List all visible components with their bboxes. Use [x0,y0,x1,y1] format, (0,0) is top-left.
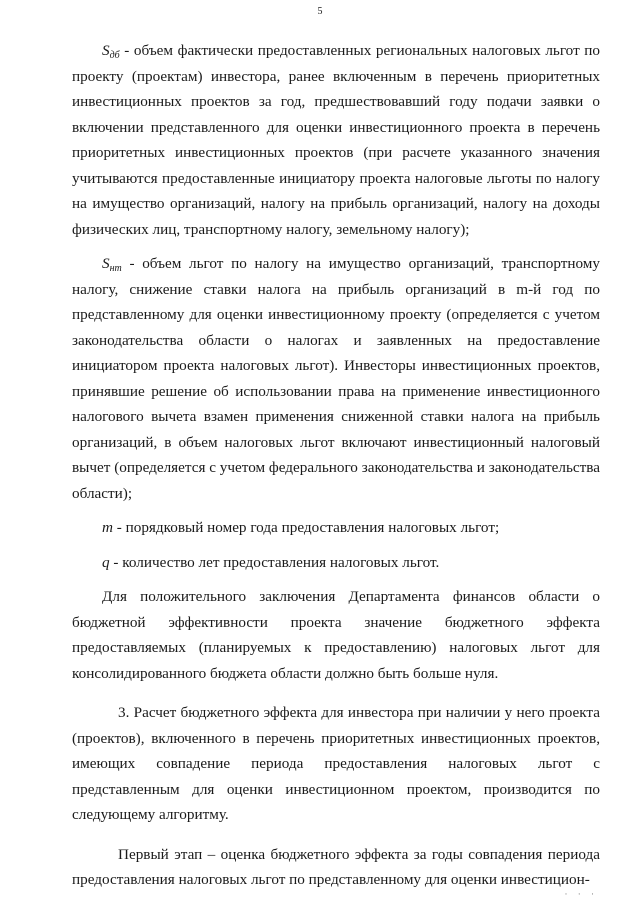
definition-text: - объем фактически предоставленных региональных налоговых льгот по проекту (проектам) инвестора, ранее включенным в перечень приоритетных инвестиционных проектов за год, предшествовавший году подачи заявки о включении представленного для оценки инвестиционного проекта в перечень приоритетных инвестиционных проектов (при расчете указанного значения учитываются предоставленные инициатору проекта налоговые льготы по налогу на имущество организаций, налогу на прибыль организаций, налогу на доходы физических лиц, транспортному налогу, земельному налогу); [72,42,600,238]
symbol-s-db [102,42,120,59]
scan-artifact: · · · [564,889,598,899]
definition-text: - количество лет предоставления налоговых льгот. [109,553,440,571]
definition-text: - объем льгот по налогу на имущество организаций, транспортному налогу, снижение ставки налога на прибыль организаций в m-й год по представленному для оценки инвестиционному проекту (определяется с учетом законодательства области о налогах и заявленных на предоставление инициатором проекта налоговых льгот). Инвесторы инвестиционных проектов, принявшие решение об использовании права на применение инвестиционного налогового вычета взамен применения сниженной ставки налога на прибыль организаций, в объем налоговых льгот включают инвестиционный налоговый вычет (определяется с учетом федерального законодательства и законодательства области); [72,255,600,502]
definition-s-db [72,38,600,242]
definition-m [72,515,600,541]
symbol-letter: S [102,42,110,59]
symbol-s-nm [102,255,122,272]
symbol-m: m [102,519,113,536]
item-3-paragraph: 3. Расчет бюджетного эффекта для инвестора при наличии у него проекта (проектов), включенного в перечень приоритетных инвестиционных проектов, имеющих совпадение периода предоставления налоговых льгот с представленным для оценки инвестиционном проектом, производится по следующему алгоритму. [72,704,600,823]
page-number: 5 [317,6,323,17]
symbol-subscript: дб [109,50,120,61]
document-body [72,38,600,893]
symbol-q: q [102,553,110,571]
symbol-letter: S [102,255,110,272]
definition-text: - порядковый номер года предоставления налоговых льгот; [112,519,500,536]
conclusion-paragraph: Для положительного заключения Департамента финансов области о бюджетной эффективности проекта значение бюджетного эффекта предоставляемых (планируемых к предоставлению) налоговых льгот для консолидированного бюджета области должно быть больше нуля. [72,588,600,682]
definition-s-nm [72,251,600,506]
symbol-subscript: нm [109,263,122,274]
definition-q [72,550,600,576]
stage-1-paragraph: Первый этап – оценка бюджетного эффекта за годы совпадения периода предоставления налоговых льгот по представленному для оценки инвестицион- [72,845,600,888]
